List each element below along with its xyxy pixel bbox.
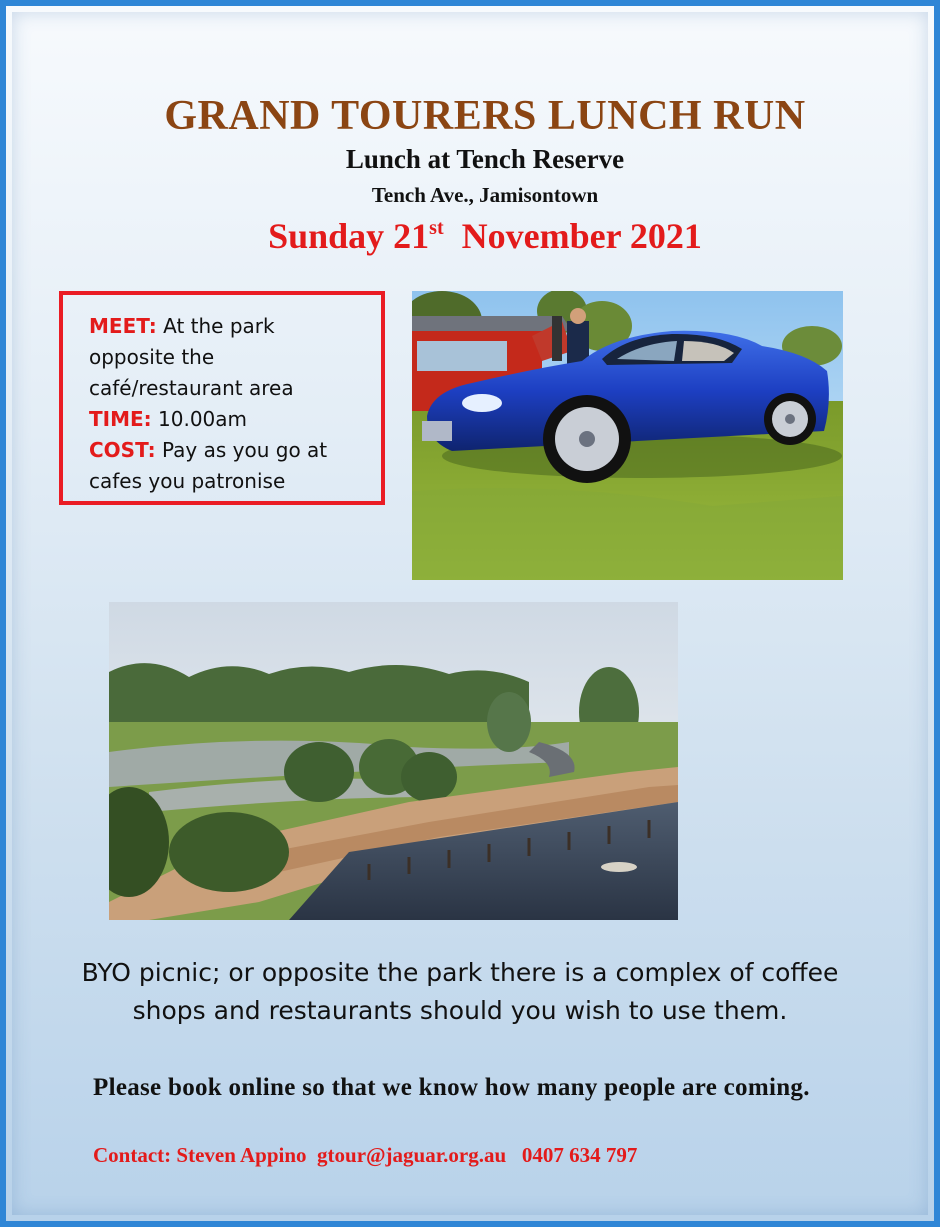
- picnic-note-line-2: shops and restaurants should you wish to use them.: [132, 996, 788, 1025]
- picnic-note-line-1: BYO picnic; or opposite the park there is a complex of coffee: [81, 958, 839, 987]
- booking-note: Please book online so that we know how many people are coming.: [93, 1074, 810, 1101]
- time-value: 10.00am: [151, 407, 248, 431]
- event-address: Tench Ave., Jamisontown: [371, 183, 599, 207]
- cost-label: COST:: [89, 438, 156, 462]
- time-line: [89, 404, 371, 435]
- meet-label: MEET:: [89, 314, 157, 338]
- cost-line: [89, 435, 371, 466]
- event-title: GRAND TOURERS LUNCH RUN: [164, 93, 806, 139]
- time-label: TIME:: [89, 407, 152, 431]
- meet-line-3: café/restaurant area: [89, 376, 294, 400]
- date-rest: November 2021: [461, 216, 702, 256]
- park-photo: [109, 602, 678, 920]
- details-box: [59, 291, 385, 505]
- date-prefix: Sunday 21: [268, 216, 430, 256]
- meet-line: [89, 311, 371, 342]
- contact-name: Contact: Steven Appino: [93, 1143, 307, 1167]
- contact-line: [93, 1143, 637, 1168]
- event-date: [0, 215, 940, 257]
- meet-value: At the park: [156, 314, 275, 338]
- cost-value: Pay as you go at: [155, 438, 328, 462]
- meet-line-2: opposite the: [89, 345, 215, 369]
- contact-email[interactable]: gtour@jaguar.org.au: [317, 1143, 507, 1167]
- date-ordinal: st: [429, 217, 444, 239]
- event-subtitle: Lunch at Tench Reserve: [345, 144, 625, 174]
- cost-line-2: cafes you patronise: [89, 469, 286, 493]
- car-photo: [412, 291, 843, 580]
- picnic-note: [30, 954, 890, 1030]
- park-photo-illustration: [109, 602, 678, 920]
- contact-phone: 0407 634 797: [521, 1143, 638, 1167]
- car-photo-illustration: [412, 291, 843, 580]
